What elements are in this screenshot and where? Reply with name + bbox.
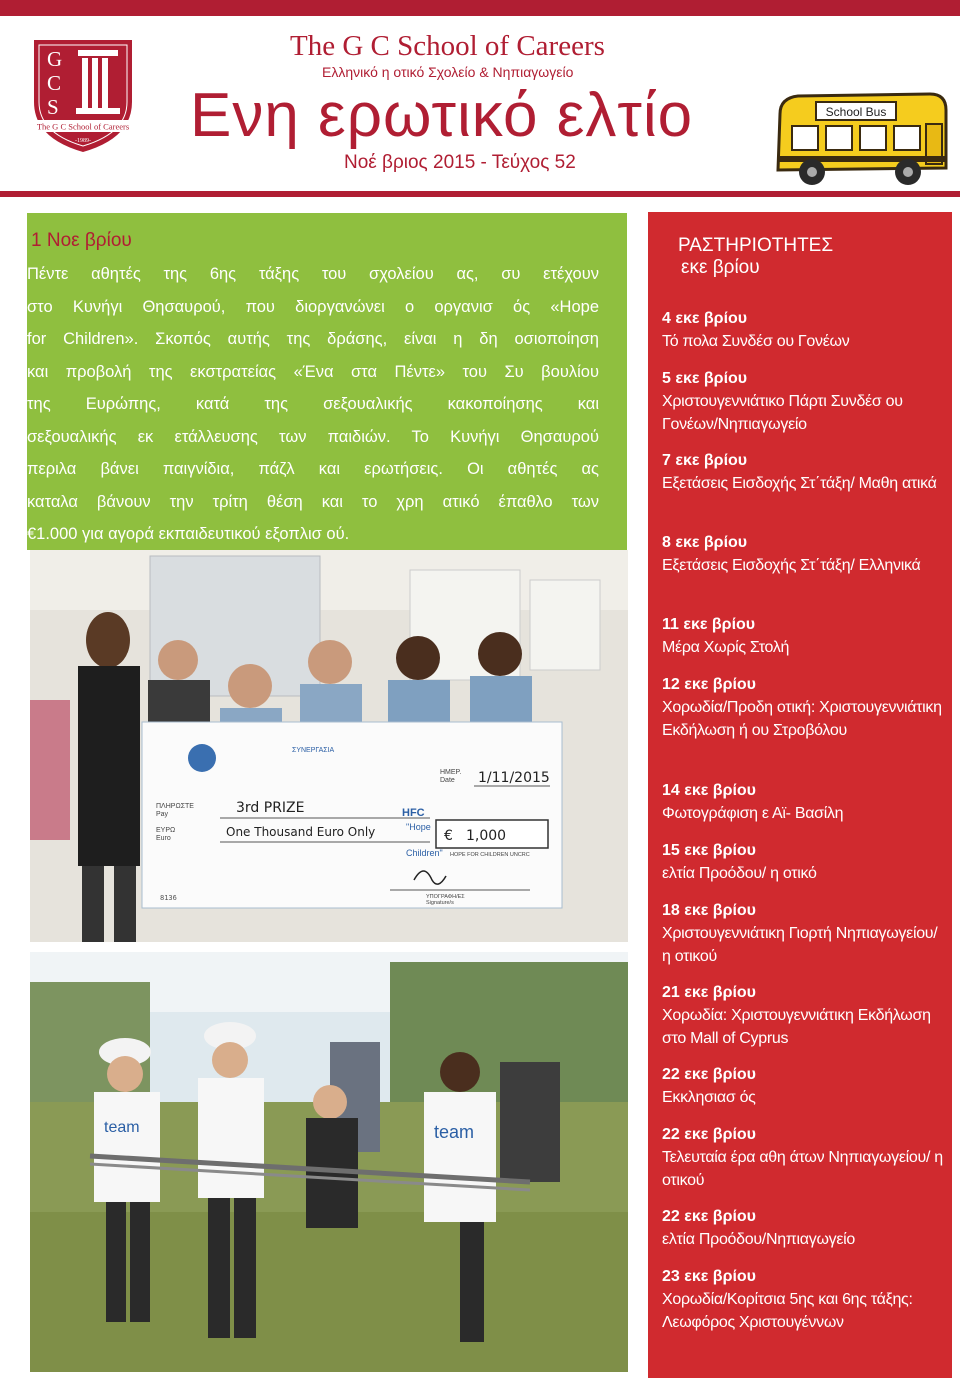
newsletter-title: Ενη ερωτικό ελτίο — [190, 81, 694, 150]
activity-item — [662, 614, 950, 659]
article-line: €1.000 για αγορά εκπαιδευτικού εξοπλισ ού. — [27, 525, 350, 543]
bus-sign: School Bus — [825, 105, 887, 119]
photo-children-park — [30, 952, 628, 1372]
logo-banner-text: The G C School of Careers — [36, 121, 130, 132]
activity-description: Τελευταία έρα αθη άτων Νηπιαγωγείου/ η οτικού — [662, 1149, 943, 1189]
cheque-signatures-label-en: Signature/s — [426, 900, 454, 906]
photo-students-cheque — [30, 550, 628, 942]
cheque-date-label: ΗΜΕΡ. — [440, 769, 462, 776]
activity-date: 12 εκε βρίου — [662, 676, 756, 693]
logo-year: -1989- — [75, 138, 91, 144]
article-date: 1 Νοε βρίου — [31, 230, 132, 251]
activity-item — [662, 674, 950, 742]
article-line: της Ευρώπης, κατά της σεξουαλικής κακοποίησης και — [27, 395, 599, 413]
activity-item — [662, 780, 950, 825]
school-bus-illustration — [770, 86, 952, 190]
top-banner-bar — [0, 0, 960, 16]
activity-item — [662, 840, 950, 885]
activity-date: 8 εκε βρίου — [662, 534, 748, 551]
activity-description: Χριστουγεννιάτικο Πάρτι Συνδέσ ου Γονέων/Νηπιαγωγείο — [662, 393, 903, 433]
activity-date: 23 εκε βρίου — [662, 1268, 756, 1285]
cheque-number: 8136 — [160, 894, 177, 902]
activity-date: 5 εκε βρίου — [662, 370, 748, 387]
article-line: στο Κυνήγι Θησαυρού, που διοργανώνει ο οργανισ ός «Hope — [27, 297, 599, 316]
svg-text:C: C — [47, 71, 62, 95]
activity-item — [662, 900, 950, 968]
activities-heading-month: εκε βρίου — [681, 257, 760, 278]
activity-date: 18 εκε βρίου — [662, 902, 756, 919]
activity-item — [662, 450, 950, 495]
cheque-sponsor: HOPE FOR CHILDREN UNCRC — [450, 852, 530, 858]
school-logo — [28, 36, 138, 154]
svg-text:S: S — [47, 95, 59, 119]
shirt-text: team — [104, 1119, 140, 1136]
cheque-amount-words: One Thousand Euro Only — [226, 825, 376, 839]
activities-heading: ΡΑΣΤΗΡΙΟΤΗΤΕΣ — [678, 235, 834, 256]
cheque-date-label-en: Date — [440, 777, 455, 784]
svg-text:€: € — [444, 828, 453, 844]
activity-date: 22 εκε βρίου — [662, 1126, 756, 1143]
cheque-hfc: HFC — [402, 807, 425, 819]
cheque-hope: "Hope — [406, 822, 431, 832]
activity-item — [662, 308, 950, 353]
activity-item — [662, 1064, 950, 1109]
header-divider — [0, 191, 960, 197]
activity-item — [662, 532, 950, 577]
activities-panel — [648, 212, 952, 1378]
activity-item — [662, 368, 950, 436]
article-line: καταλα βάνουν την τρίτη θέση και το χρη ατικό έπαθλο των — [27, 492, 599, 511]
cheque-amount: 1,000 — [466, 828, 507, 844]
cheque-children: Children" — [406, 848, 443, 858]
article-box — [27, 213, 627, 550]
activity-date: 11 εκε βρίου — [662, 616, 756, 633]
activity-description: Μέρα Χωρίς Στολή — [662, 639, 790, 656]
activity-description: ελτία Προόδου/Νηπιαγωγείο — [662, 1231, 856, 1248]
activity-item — [662, 1266, 950, 1334]
activity-date: 7 εκε βρίου — [662, 452, 748, 469]
activity-date: 22 εκε βρίου — [662, 1066, 756, 1083]
svg-text:G: G — [47, 47, 63, 71]
activity-description: Χορωδία/Κορίτσια 5ης και 6ης τάξης: Λεωφόρος Χριστουγέννων — [662, 1291, 913, 1331]
activity-date: 14 εκε βρίου — [662, 782, 756, 799]
cheque-signatures-label: ΥΠΟΓΡΑΦΗ/ΕΣ — [426, 894, 465, 900]
cheque-euro-label-en: Euro — [156, 835, 171, 842]
activity-description: Εκκλησιασ ός — [662, 1089, 756, 1106]
svg-text:team: team — [434, 1122, 475, 1142]
cheque-pay-label: ΠΛΗΡΩΣΤΕ — [156, 803, 194, 810]
cheque-pay-label-en: Pay — [156, 811, 169, 818]
activity-date: 22 εκε βρίου — [662, 1208, 756, 1225]
cheque-synergasia: ΣΥΝΕΡΓΑΣΙΑ — [292, 747, 335, 754]
activity-date: 21 εκε βρίου — [662, 984, 756, 1001]
activity-item — [662, 982, 950, 1050]
activity-date: 15 εκε βρίου — [662, 842, 756, 859]
article-line: περιλα βάνει παιγνίδια, πάζλ και ερωτήσεις. Οι αθητές ας — [27, 460, 599, 478]
cheque-prize: 3rd PRIZE — [236, 800, 305, 816]
article-body — [27, 258, 599, 551]
activity-description: Τό πολα Συνδέσ ου Γονέων — [662, 333, 850, 350]
article-line: Πέντε αθητές της 6ης τάξης του σχολείου ας, συ ετέχουν — [27, 265, 599, 283]
activity-item — [662, 1206, 950, 1251]
activity-date: 4 εκε βρίου — [662, 310, 748, 327]
school-subtitle: Ελληνικό η οτικό Σχολείο & Νηπιαγωγείο — [322, 64, 574, 80]
activity-description: ελτία Προόδου/ η οτικό — [662, 865, 817, 882]
article-line: for Children». Σκοπός αυτής της δράσης, είναι η δη οσιοποίηση — [27, 330, 599, 348]
activity-description: Εξετάσεις Εισδοχής Στ΄τάξη/ Μαθη ατικά — [662, 475, 937, 492]
activity-description: Χορωδία/Προδη οτική: Χριστουγεννιάτικη Εκδήλωση ή ου Στροβόλου — [662, 699, 942, 739]
cheque-euro-label: ΕΥΡΩ — [156, 827, 176, 834]
activity-description: Χορωδία: Χριστουγεννιάτικη Εκδήλωση στο Mall of Cyprus — [662, 1007, 931, 1047]
activity-description: Φωτογράφιση ε Αϊ- Βασίλη — [662, 805, 844, 822]
cheque-date: 1/11/2015 — [478, 770, 550, 786]
article-line: και προβολή της εκστρατείας «Ένα στα Πέντε» του Συ βουλίου — [27, 362, 599, 381]
activity-description: Εξετάσεις Εισδοχής Στ΄τάξη/ Ελληνικά — [662, 557, 921, 574]
activity-item — [662, 1124, 950, 1192]
activity-description: Χριστουγεννιάτικη Γιορτή Νηπιαγωγείου/ η οτικού — [662, 925, 938, 965]
issue-line: Νοέ βριος 2015 - Τεύχος 52 — [344, 152, 576, 173]
school-name: The G C School of Careers — [290, 30, 605, 62]
article-line: σεξουαλικής εκ ετάλλευσης των παιδιών. Το Κυνήγι Θησαυρού — [27, 427, 599, 446]
